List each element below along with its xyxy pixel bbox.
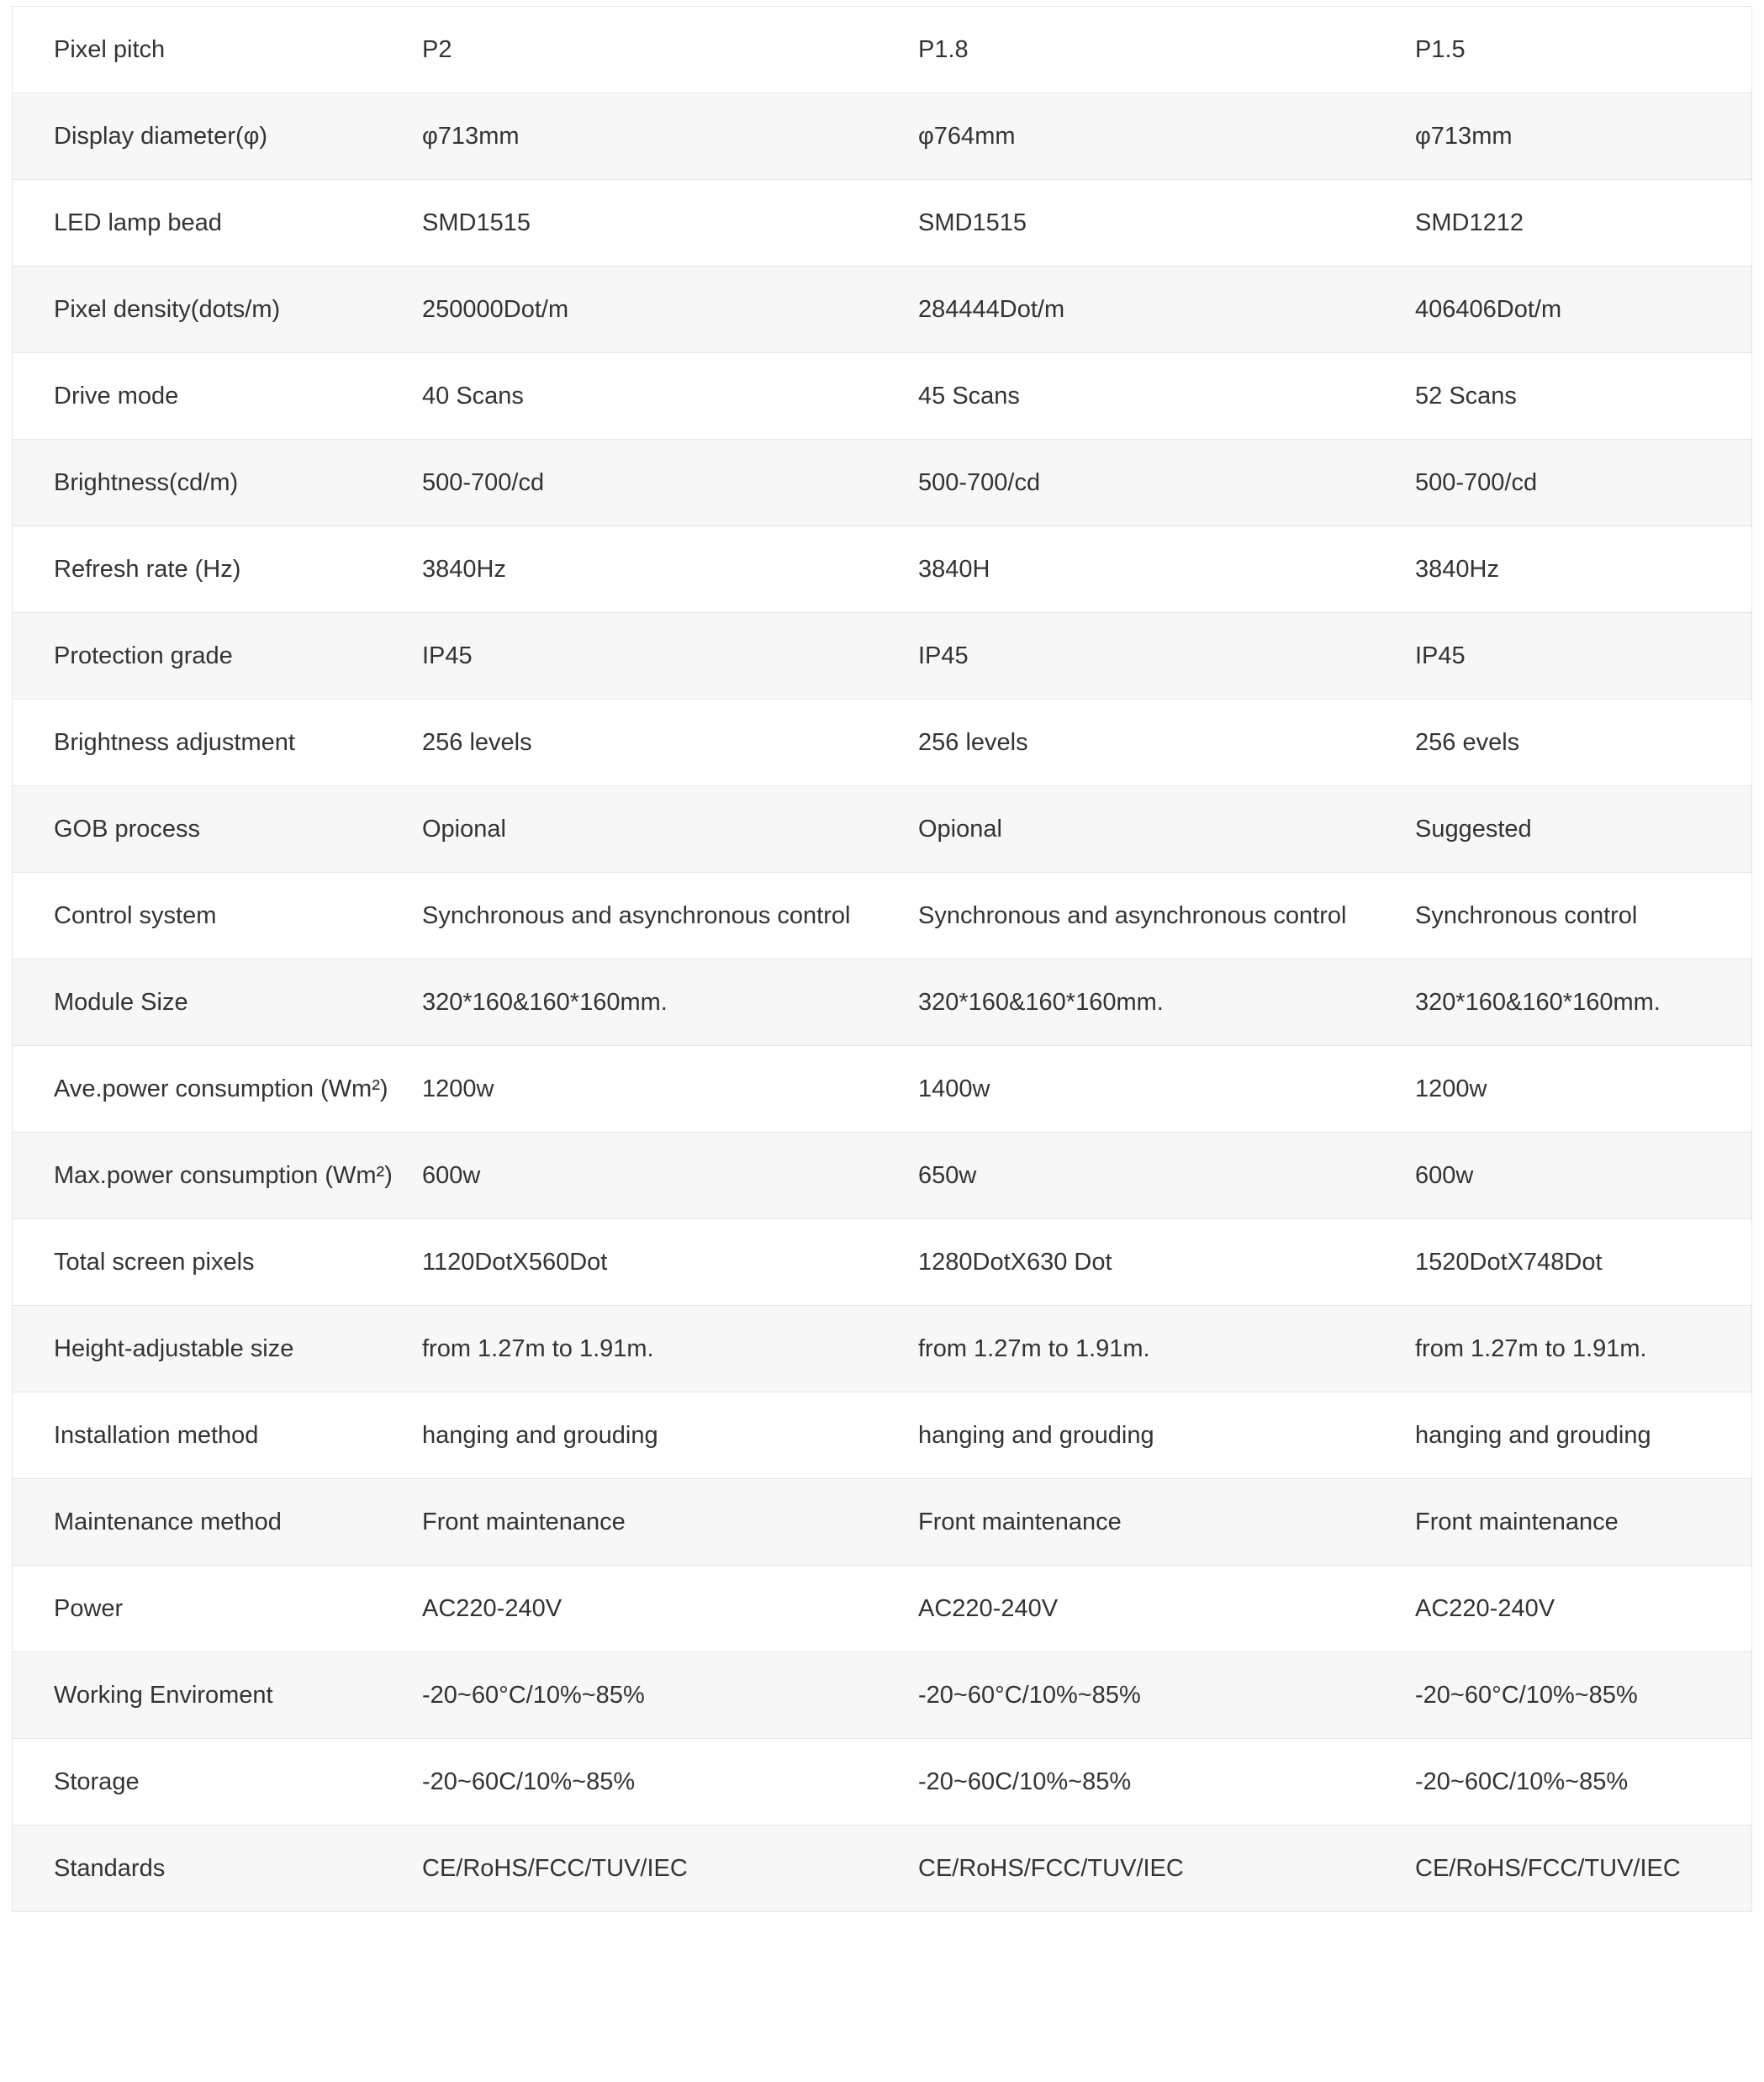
row-label: Standards bbox=[54, 1855, 166, 1882]
row-value: P1.5 bbox=[1415, 36, 1466, 63]
row-value: Front maintenance bbox=[422, 1509, 626, 1535]
row-value: 45 Scans bbox=[918, 383, 1020, 410]
row-value: hanging and grouding bbox=[1415, 1422, 1651, 1449]
row-value: φ713mm bbox=[1415, 123, 1513, 150]
row-label: Brightness(cd/m) bbox=[54, 469, 239, 496]
row-value: -20~60C/10%~85% bbox=[1415, 1768, 1629, 1795]
table-row bbox=[13, 7, 1751, 93]
row-label: Module Size bbox=[54, 989, 188, 1016]
table-row bbox=[13, 1479, 1751, 1566]
table-row bbox=[13, 1392, 1751, 1479]
table-row bbox=[13, 93, 1751, 180]
table-row bbox=[13, 1739, 1751, 1826]
table-row bbox=[13, 180, 1751, 267]
row-label: Drive mode bbox=[54, 383, 179, 410]
row-value: IP45 bbox=[1415, 642, 1466, 669]
row-value: 1280DotX630 Dot bbox=[918, 1249, 1112, 1276]
row-value: 284444Dot/m bbox=[918, 296, 1065, 323]
row-value: 3840Hz bbox=[422, 556, 506, 583]
row-value: -20~60°C/10%~85% bbox=[422, 1682, 645, 1709]
row-value: 256 levels bbox=[422, 729, 532, 756]
row-label: LED lamp bead bbox=[54, 209, 222, 236]
row-value: 600w bbox=[422, 1162, 481, 1189]
table-row bbox=[13, 526, 1751, 613]
row-value: CE/RoHS/FCC/TUV/IEC bbox=[918, 1855, 1184, 1882]
row-value: from 1.27m to 1.91m. bbox=[422, 1335, 654, 1362]
table-row bbox=[13, 353, 1751, 440]
row-value: 250000Dot/m bbox=[422, 296, 569, 323]
row-label: Pixel density(dots/m) bbox=[54, 296, 281, 323]
row-value: 500-700/cd bbox=[918, 469, 1041, 496]
row-label: Display diameter(φ) bbox=[54, 123, 268, 150]
row-value: -20~60°C/10%~85% bbox=[1415, 1682, 1638, 1709]
row-label: Pixel pitch bbox=[54, 36, 166, 63]
table-row bbox=[13, 700, 1751, 786]
row-value: hanging and grouding bbox=[422, 1422, 658, 1449]
row-value: Opional bbox=[422, 816, 506, 843]
row-value: SMD1212 bbox=[1415, 209, 1524, 236]
row-value: 320*160&160*160mm. bbox=[918, 989, 1164, 1016]
row-label: Storage bbox=[54, 1768, 140, 1795]
row-label: Refresh rate (Hz) bbox=[54, 556, 241, 583]
table-row bbox=[13, 1826, 1751, 1912]
row-value: 406406Dot/m bbox=[1415, 296, 1562, 323]
table-row bbox=[13, 1566, 1751, 1652]
row-label: Ave.power consumption (Wm²) bbox=[54, 1075, 388, 1102]
table-row bbox=[13, 959, 1751, 1046]
row-value: AC220-240V bbox=[918, 1595, 1059, 1622]
table-row bbox=[13, 1306, 1751, 1392]
row-label: Brightness adjustment bbox=[54, 729, 295, 756]
row-value: P2 bbox=[422, 36, 452, 63]
row-value: from 1.27m to 1.91m. bbox=[918, 1335, 1150, 1362]
row-value: 500-700/cd bbox=[1415, 469, 1538, 496]
table-row bbox=[13, 267, 1751, 353]
row-value: 1400w bbox=[918, 1075, 990, 1102]
row-label: Control system bbox=[54, 902, 217, 929]
row-value: Synchronous and asynchronous control bbox=[918, 902, 1347, 929]
row-value: IP45 bbox=[422, 642, 473, 669]
spec-table bbox=[13, 7, 1751, 1912]
row-label: Power bbox=[54, 1595, 124, 1622]
row-value: 256 levels bbox=[918, 729, 1028, 756]
table-row bbox=[13, 440, 1751, 526]
row-label: Protection grade bbox=[54, 642, 233, 669]
row-value: P1.8 bbox=[918, 36, 969, 63]
row-value: 600w bbox=[1415, 1162, 1474, 1189]
row-value: CE/RoHS/FCC/TUV/IEC bbox=[1415, 1855, 1681, 1882]
row-value: -20~60°C/10%~85% bbox=[918, 1682, 1141, 1709]
row-value: SMD1515 bbox=[918, 209, 1027, 236]
row-value: 320*160&160*160mm. bbox=[1415, 989, 1661, 1016]
row-value: -20~60C/10%~85% bbox=[918, 1768, 1132, 1795]
table-row bbox=[13, 1219, 1751, 1306]
row-label: Working Enviroment bbox=[54, 1682, 273, 1709]
row-value: 1200w bbox=[422, 1075, 494, 1102]
table-row bbox=[13, 613, 1751, 700]
table-row bbox=[13, 873, 1751, 959]
row-value: Front maintenance bbox=[918, 1509, 1122, 1535]
row-value: 1520DotX748Dot bbox=[1415, 1249, 1603, 1276]
row-label: Height-adjustable size bbox=[54, 1335, 294, 1362]
row-label: Total screen pixels bbox=[54, 1249, 255, 1276]
table-row bbox=[13, 1652, 1751, 1739]
row-value: 650w bbox=[918, 1162, 977, 1189]
row-value: IP45 bbox=[918, 642, 969, 669]
row-value: CE/RoHS/FCC/TUV/IEC bbox=[422, 1855, 688, 1882]
row-label: Max.power consumption (Wm²) bbox=[54, 1162, 393, 1189]
table-row bbox=[13, 1133, 1751, 1219]
row-value: 3840H bbox=[918, 556, 990, 583]
row-value: Opional bbox=[918, 816, 1002, 843]
table-row bbox=[13, 1046, 1751, 1133]
row-value: 256 evels bbox=[1415, 729, 1520, 756]
row-value: Front maintenance bbox=[1415, 1509, 1619, 1535]
row-value: from 1.27m to 1.91m. bbox=[1415, 1335, 1647, 1362]
row-value: φ764mm bbox=[918, 123, 1016, 150]
row-value: 3840Hz bbox=[1415, 556, 1499, 583]
spec-table-body bbox=[13, 7, 1751, 1912]
row-value: hanging and grouding bbox=[918, 1422, 1154, 1449]
row-value: 1200w bbox=[1415, 1075, 1487, 1102]
row-value: Synchronous control bbox=[1415, 902, 1638, 929]
row-value: 40 Scans bbox=[422, 383, 524, 410]
row-value: 320*160&160*160mm. bbox=[422, 989, 668, 1016]
row-value: AC220-240V bbox=[1415, 1595, 1555, 1622]
row-value: AC220-240V bbox=[422, 1595, 562, 1622]
table-row bbox=[13, 786, 1751, 873]
row-label: Maintenance method bbox=[54, 1509, 282, 1535]
row-value: -20~60C/10%~85% bbox=[422, 1768, 636, 1795]
row-label: Installation method bbox=[54, 1422, 259, 1449]
row-label: GOB process bbox=[54, 816, 201, 843]
row-value: 52 Scans bbox=[1415, 383, 1517, 410]
row-value: 500-700/cd bbox=[422, 469, 545, 496]
row-value: φ713mm bbox=[422, 123, 520, 150]
spec-table-container bbox=[12, 6, 1752, 1912]
row-value: Suggested bbox=[1415, 816, 1532, 843]
row-value: Synchronous and asynchronous control bbox=[422, 902, 851, 929]
row-value: 1120DotX560Dot bbox=[422, 1249, 608, 1276]
row-value: SMD1515 bbox=[422, 209, 531, 236]
